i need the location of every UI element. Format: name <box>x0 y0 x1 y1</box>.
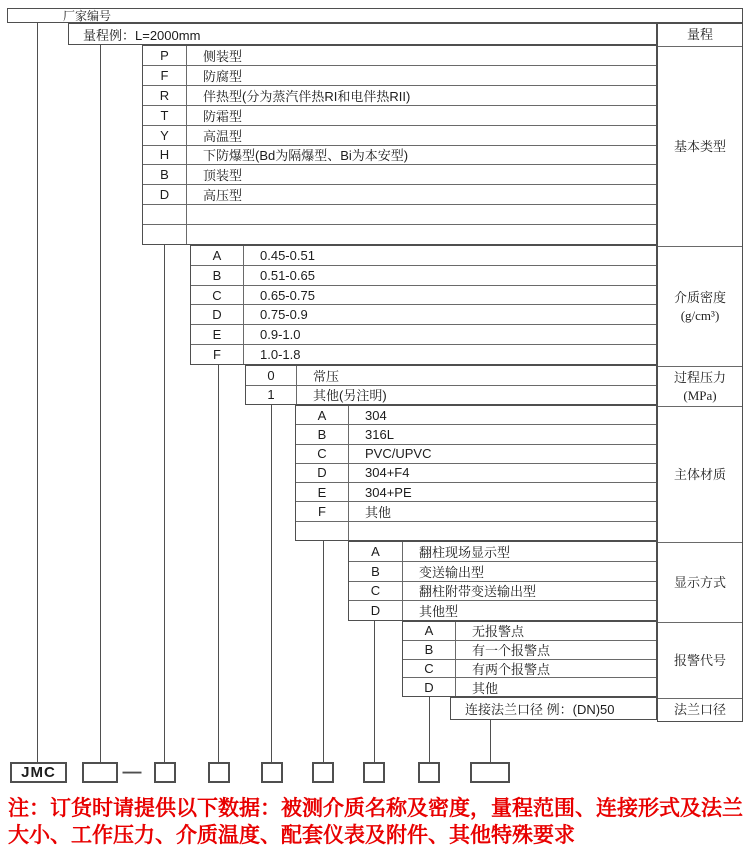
table-row <box>246 385 656 405</box>
table-row <box>191 285 656 305</box>
table-row <box>143 164 656 184</box>
table-row <box>143 184 656 204</box>
desc-cell: 下防爆型(Bd为隔爆型、Bi为本安型) <box>203 148 409 164</box>
desc-cell: PVC/UPVC <box>365 446 432 462</box>
code-cell: F <box>143 66 187 85</box>
code-slot-range <box>82 762 118 783</box>
code-cell: H <box>143 146 187 165</box>
desc-cell: 其他 <box>365 505 392 521</box>
category-range: 量程 <box>686 27 713 43</box>
pressure-table <box>245 365 657 405</box>
desc-cell: 高温型 <box>203 128 243 144</box>
desc-cell: 304+F4 <box>365 465 410 481</box>
desc-cell: 其他(另注明) <box>313 388 387 404</box>
code-cell: A <box>349 542 403 561</box>
code-slot-basic-type <box>154 762 176 783</box>
code-cell: C <box>296 445 349 463</box>
code-slot-flange <box>470 762 510 783</box>
flange-spec-cell <box>450 697 657 720</box>
table-row <box>349 561 656 581</box>
code-cell: A <box>296 406 349 424</box>
factory-code-label: 厂家编号 <box>63 9 112 23</box>
desc-cell: 其他型 <box>419 604 459 620</box>
code-cell: B <box>143 165 187 184</box>
table-row <box>403 622 656 640</box>
desc-cell <box>349 522 656 540</box>
connector-line <box>164 245 165 762</box>
code-cell: P <box>143 46 187 65</box>
code-cell: B <box>191 266 244 285</box>
code-cell: B <box>296 425 349 443</box>
code-slot-material <box>312 762 334 783</box>
code-cell <box>296 522 349 540</box>
table-row <box>143 105 656 125</box>
category-pressure: 过程压力 (MPa) <box>658 366 742 406</box>
desc-cell: 0.65-0.75 <box>260 287 315 303</box>
code-cell: Y <box>143 126 187 145</box>
connector-line <box>429 697 430 762</box>
desc-cell: 0.75-0.9 <box>260 307 308 323</box>
code-cell: C <box>349 582 403 601</box>
category-basic-type: 基本类型 <box>658 46 742 246</box>
code-slot-pressure <box>261 762 283 783</box>
connector-line <box>323 541 324 762</box>
connector-line <box>374 621 375 762</box>
category-material: 主体材质 <box>658 406 742 542</box>
table-row <box>296 482 656 501</box>
table-row <box>296 424 656 443</box>
category-column <box>657 23 743 722</box>
code-cell: D <box>191 305 244 324</box>
code-cell: A <box>403 622 456 640</box>
ordering-note-line1: 注：订货时请提供以下数据：被测介质名称及密度，量程范围、连接形式及法兰 <box>8 797 743 820</box>
basic-type-table <box>142 45 657 245</box>
material-table <box>295 405 657 541</box>
category-density: 介质密度 (g/cm³) <box>658 246 742 366</box>
table-row <box>246 366 656 385</box>
code-cell: C <box>191 286 244 305</box>
desc-cell: 0.45-0.51 <box>260 247 315 263</box>
table-row <box>143 46 656 65</box>
desc-cell: 变送输出型 <box>419 564 485 580</box>
code-cell: E <box>296 483 349 501</box>
flange-spec-text: 连接法兰口径 例：(DN)50 <box>465 702 615 717</box>
desc-cell: 其他 <box>472 680 499 696</box>
desc-cell: 有两个报警点 <box>472 661 551 677</box>
code-cell: B <box>349 562 403 581</box>
code-cell: D <box>349 601 403 620</box>
category-display: 显示方式 <box>658 542 742 622</box>
code-cell: F <box>191 345 244 364</box>
desc-cell: 常压 <box>313 368 340 384</box>
table-row <box>349 542 656 561</box>
code-slot-density <box>208 762 230 783</box>
code-cell <box>143 225 187 244</box>
separator-dash: — <box>122 761 142 783</box>
code-cell: D <box>403 678 456 696</box>
desc-cell: 翻柱现场显示型 <box>419 544 511 560</box>
range-example-text: 量程例：L=2000mm <box>83 27 201 43</box>
desc-cell: 防腐型 <box>203 68 243 84</box>
connector-line <box>218 365 219 762</box>
connector-line <box>490 720 491 762</box>
desc-cell: 翻柱附带变送输出型 <box>419 584 537 600</box>
code-cell: D <box>143 185 187 204</box>
desc-cell: 无报警点 <box>472 624 525 640</box>
table-row <box>191 304 656 324</box>
table-row <box>296 444 656 463</box>
code-cell: C <box>403 660 456 678</box>
display-mode-table <box>348 541 657 621</box>
ordering-note <box>8 795 748 849</box>
desc-cell <box>187 205 656 224</box>
table-row <box>191 344 656 364</box>
table-row <box>349 581 656 601</box>
table-row <box>296 463 656 482</box>
alarm-code-table <box>402 621 657 697</box>
code-cell: F <box>296 502 349 520</box>
code-cell: A <box>191 246 244 265</box>
table-row <box>296 521 656 540</box>
category-alarm: 报警代号 <box>658 622 742 698</box>
table-row <box>143 224 656 244</box>
table-row <box>143 204 656 224</box>
desc-cell: 顶装型 <box>203 168 243 184</box>
table-row <box>296 406 656 424</box>
category-flange: 法兰口径 <box>658 698 742 721</box>
desc-cell: 316L <box>365 426 394 442</box>
code-slot-display <box>363 762 385 783</box>
table-row <box>296 501 656 520</box>
code-cell: 0 <box>246 366 297 385</box>
desc-cell: 侧装型 <box>203 48 243 64</box>
code-cell: B <box>403 641 456 659</box>
table-row <box>143 125 656 145</box>
connector-line <box>100 45 101 762</box>
code-cell: T <box>143 106 187 125</box>
table-row <box>143 145 656 165</box>
desc-cell: 0.51-0.65 <box>260 267 315 283</box>
code-cell: E <box>191 325 244 344</box>
model-prefix-label: JMC <box>21 764 56 781</box>
desc-cell: 0.9-1.0 <box>260 327 301 343</box>
table-row <box>349 600 656 620</box>
range-example-cell <box>68 23 657 45</box>
connector-line <box>271 405 272 762</box>
density-table <box>190 245 657 365</box>
code-cell: 1 <box>246 386 297 405</box>
desc-cell: 伴热型(分为蒸汽伴热RI和电伴热RII) <box>203 88 411 104</box>
desc-cell: 304+PE <box>365 484 412 500</box>
desc-cell <box>187 225 656 244</box>
desc-cell: 304 <box>365 407 387 423</box>
desc-cell: 防霜型 <box>203 108 243 124</box>
factory-code-cell <box>7 8 743 23</box>
code-cell: D <box>296 464 349 482</box>
table-row <box>191 324 656 344</box>
table-row <box>403 677 656 696</box>
table-row <box>143 85 656 105</box>
desc-cell: 1.0-1.8 <box>260 347 301 363</box>
code-slot-alarm <box>418 762 440 783</box>
table-row <box>191 246 656 265</box>
table-row <box>191 265 656 285</box>
connector-line <box>37 23 38 762</box>
code-cell <box>143 205 187 224</box>
ordering-note-line2: 大小、工作压力、介质温度、配套仪表及附件、其他特殊要求 <box>8 824 575 847</box>
table-row <box>403 640 656 659</box>
table-row <box>143 65 656 85</box>
code-cell: R <box>143 86 187 105</box>
desc-cell: 有一个报警点 <box>472 643 551 659</box>
desc-cell: 高压型 <box>203 188 243 204</box>
table-row <box>403 659 656 678</box>
model-prefix-box <box>10 762 67 783</box>
